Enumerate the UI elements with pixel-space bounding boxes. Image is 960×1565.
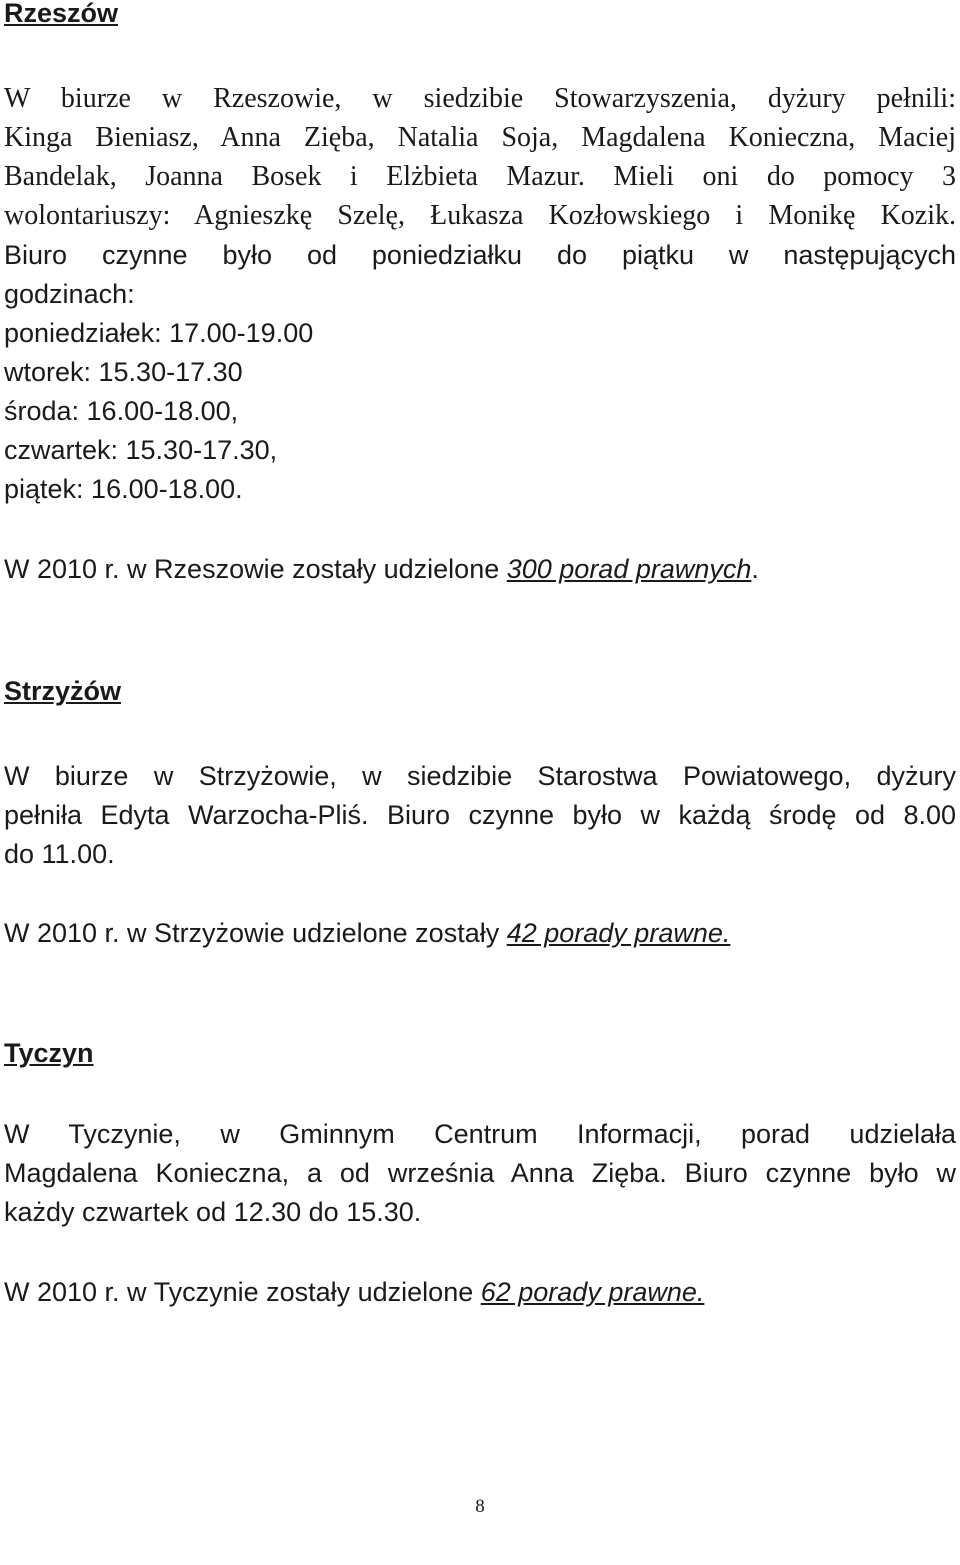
advice-count-link: 300 porad prawnych xyxy=(506,554,752,584)
hours-line-wednesday: środa: 16.00-18.00, xyxy=(4,396,239,426)
paragraph-line: Kinga Bieniasz, Anna Zięba, Natalia Soja, Magdalena Konieczna, Maciej xyxy=(4,122,956,153)
paragraph-line: Biuro czynne było od poniedziałku do piątku w następujących xyxy=(4,240,956,270)
paragraph-line: W Tyczynie, w Gminnym Centrum Informacji, porad udzielała xyxy=(4,1119,956,1149)
summary-text: W 2010 r. w Rzeszowie zostały udzielone xyxy=(4,554,507,584)
summary-text: W 2010 r. w Tyczynie zostały udzielone xyxy=(4,1277,481,1307)
advice-count-link: 62 porady prawne. xyxy=(480,1277,705,1307)
page-number: 8 xyxy=(475,1496,485,1517)
hours-line-monday: poniedziałek: 17.00-19.00 xyxy=(4,318,314,348)
paragraph-line: godzinach: xyxy=(4,279,135,309)
paragraph-line: W biurze w Rzeszowie, w siedzibie Stowarzyszenia, dyżury pełnili: xyxy=(4,83,956,114)
advice-count-link: 42 porady prawne. xyxy=(506,918,731,948)
paragraph-line: W biurze w Strzyżowie, w siedzibie Starostwa Powiatowego, dyżury xyxy=(4,761,956,791)
summary-tyczyn xyxy=(4,1273,956,1312)
paragraph-line: każdy czwartek od 12.30 do 15.30. xyxy=(4,1197,422,1227)
section-heading-tyczyn: Tyczyn xyxy=(4,1038,94,1068)
paragraph-line: do 11.00. xyxy=(4,839,115,869)
paragraph-line: Magdalena Konieczna, a od września Anna Zięba. Biuro czynne było w xyxy=(4,1158,956,1188)
paragraph-line: pełniła Edyta Warzocha-Pliś. Biuro czynne było w każdą środę od 8.00 xyxy=(4,800,956,830)
section-heading-strzyzow: Strzyżów xyxy=(4,676,122,706)
paragraph-line: Bandelak, Joanna Bosek i Elżbieta Mazur. Mieli oni do pomocy 3 xyxy=(4,161,956,192)
summary-period: . xyxy=(751,554,759,584)
hours-line-thursday: czwartek: 15.30-17.30, xyxy=(4,435,278,465)
hours-line-friday: piątek: 16.00-18.00. xyxy=(4,474,243,504)
summary-rzeszow xyxy=(4,550,956,589)
hours-line-tuesday: wtorek: 15.30-17.30 xyxy=(4,357,243,387)
summary-strzyzow xyxy=(4,914,956,953)
summary-text: W 2010 r. w Strzyżowie udzielone zostały xyxy=(4,918,507,948)
section-heading-rzeszow: Rzeszów xyxy=(4,0,119,28)
paragraph-line: wolontariuszy: Agnieszkę Szelę, Łukasza Kozłowskiego i Monikę Kozik. xyxy=(4,200,956,231)
